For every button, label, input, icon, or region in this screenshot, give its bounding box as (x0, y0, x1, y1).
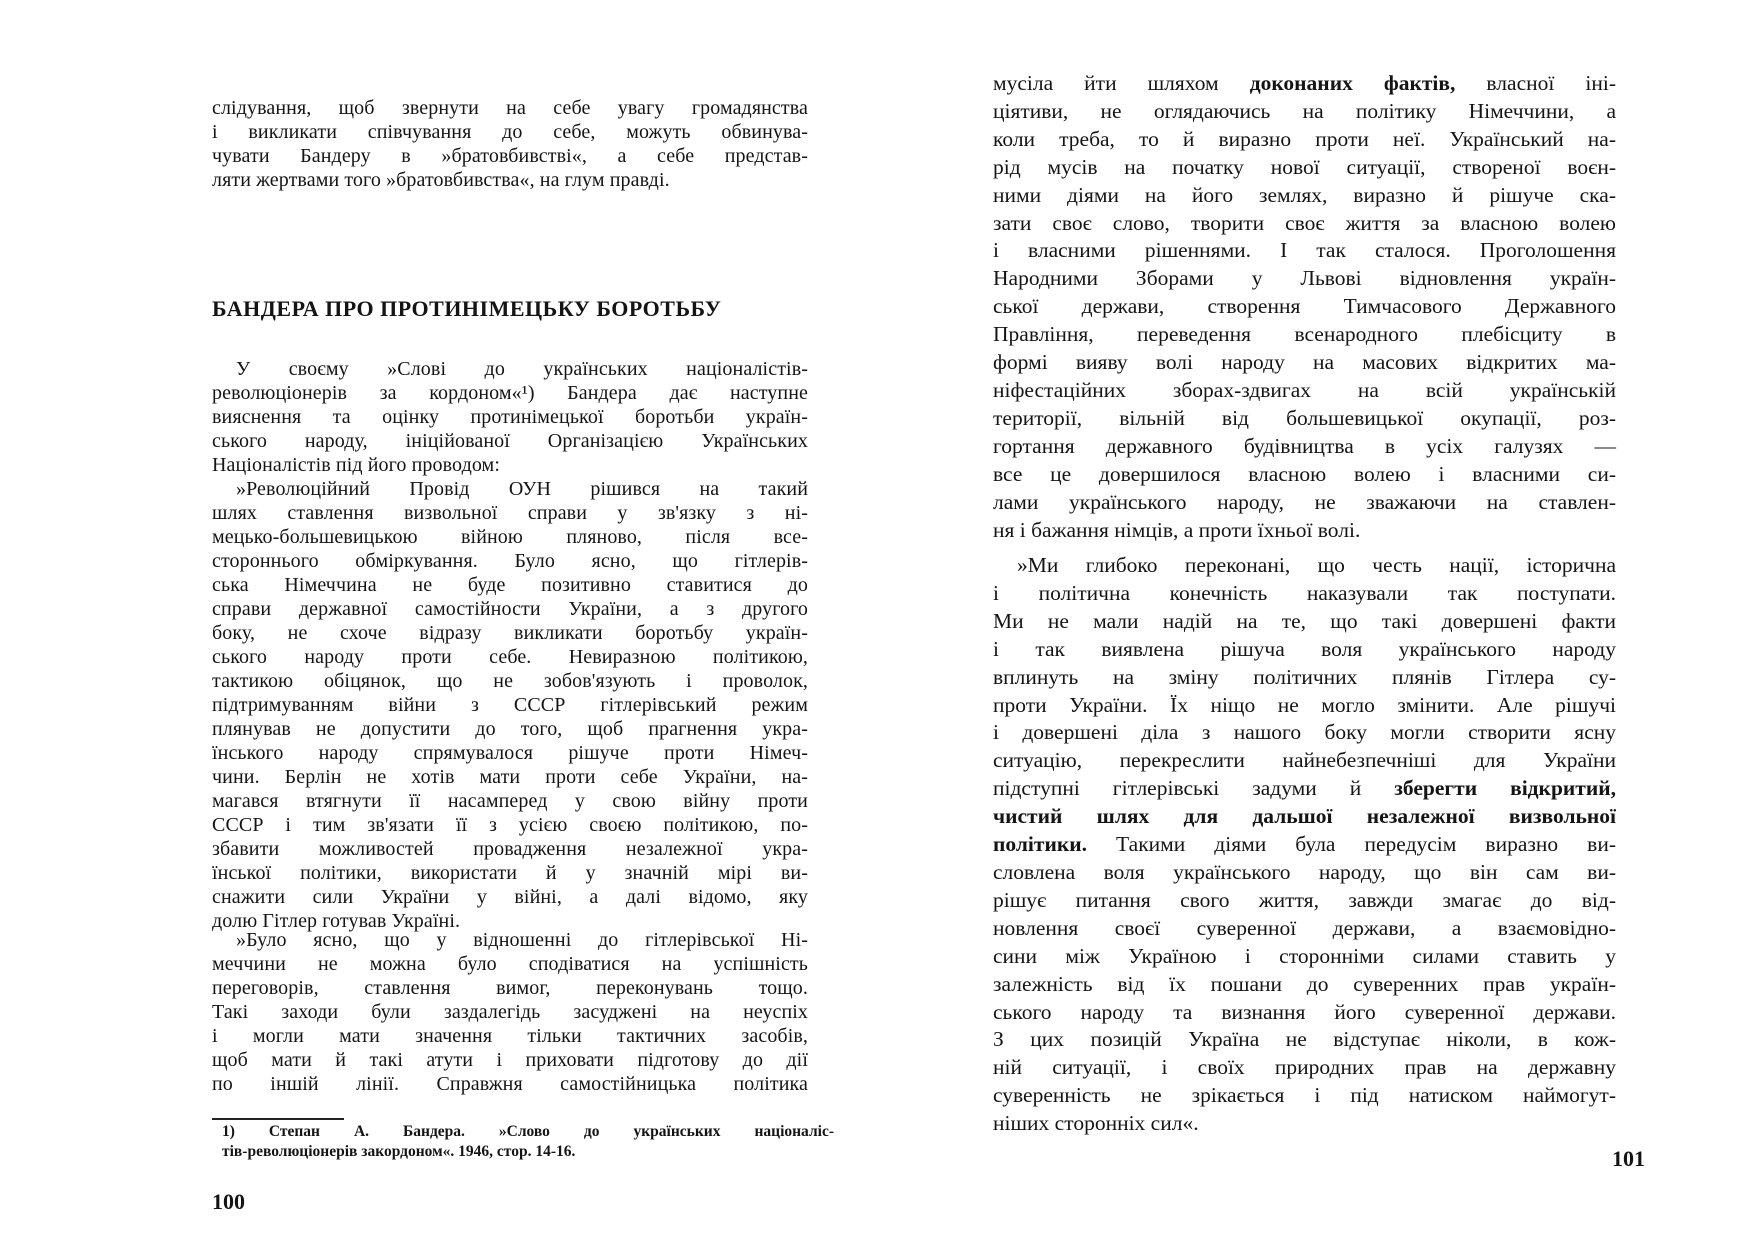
text-segment: ня і бажання німців, а проти їхньої волі. (993, 517, 1361, 542)
text-line (212, 429, 808, 453)
text-line (212, 861, 808, 885)
text-segment: Народними Зборами у Львові відновлення україн- (993, 266, 1616, 291)
paragraph (212, 357, 808, 477)
text-segment: Правління, переведення всенародного плебісциту в (993, 322, 1616, 347)
text-line (222, 1122, 834, 1142)
text-segment: підступні гітлерівські задуми й (993, 776, 1395, 801)
text-segment: формі вияву волі народу на масових відкритих ма- (993, 350, 1616, 375)
text-segment: підтримуванням війни з СССР гітлерівський режим (212, 694, 808, 716)
text-segment: ніших сторонніх сил«. (993, 1111, 1199, 1136)
text-line (993, 126, 1616, 154)
page-number: 101 (1612, 1146, 1645, 1171)
text-segment: коли треба, то й виразно проти неї. Український на- (993, 126, 1616, 151)
text-line (993, 293, 1616, 321)
text-segment: ніфестаційних зборах-здвигах на всій українській (993, 377, 1616, 402)
text-segment: 1) Степан А. Бандера. »Слово до українських націоналіс- (222, 1123, 834, 1140)
text-line (212, 741, 808, 765)
text-segment: власної іні- (1455, 71, 1616, 95)
text-line (993, 1082, 1616, 1110)
paragraph (212, 477, 808, 933)
text-line (212, 501, 808, 525)
text-line (212, 597, 808, 621)
text-segment: »Ми глибоко переконані, що честь нації, історична (1017, 553, 1616, 577)
text-segment: ціятиви, не оглядаючись на політику Німеччини, а (993, 98, 1616, 123)
text-segment: їнської політики, використати й у значній мірі ви- (212, 862, 808, 884)
text-segment: ська Німеччина не буде позитивно ставитися до (212, 574, 808, 596)
text-line (993, 747, 1616, 775)
text-segment: і могли мати значення тільки тактичних засобів, (212, 1025, 808, 1047)
text-segment: шлях ставлення визвольної справи у зв'язку з ні- (212, 502, 808, 524)
text-segment: і викликати співчування до себе, можуть обвинува- (212, 121, 808, 143)
text-line (212, 645, 808, 669)
text-line (212, 693, 808, 717)
text-line (993, 154, 1616, 182)
text-segment: мусіла йти шляхом (993, 71, 1250, 95)
text-segment: чувати Бандеру в »братовбивстві«, а себе представ- (212, 145, 808, 167)
footnote-divider (212, 1118, 344, 1120)
text-segment: території, вільній від большевицької окупації, роз- (993, 405, 1616, 430)
text-line (993, 608, 1616, 636)
text-line (212, 1072, 808, 1096)
text-line (993, 98, 1616, 126)
text-line (993, 580, 1616, 608)
text-segment: рід мусів на початку нової ситуації, створеної воєн- (993, 154, 1616, 179)
text-line (222, 1142, 834, 1162)
text-segment: лами українського народу, не зважаючи на ставлен- (993, 489, 1616, 514)
text-line (993, 775, 1616, 803)
text-line (212, 621, 808, 645)
text-line (993, 999, 1616, 1027)
text-line (212, 669, 808, 693)
text-segment: залежність від їх пошани до суверенних прав україн- (993, 971, 1616, 996)
text-line (212, 717, 808, 741)
text-segment: ними діями на його землях, виразно й рішуче ска- (993, 182, 1616, 207)
text-line (212, 1000, 808, 1024)
text-segment: словлена воля українського народу, що він сам ви- (993, 859, 1616, 884)
text-segment: меччини не можна було сподіватися на успішність (212, 953, 808, 975)
text-segment: новлення своєї суверенної держави, а взаємовідно- (993, 915, 1616, 940)
text-segment: стороннього обміркування. Було ясно, що гітлерів- (212, 550, 808, 572)
text-line (993, 210, 1616, 238)
text-line (993, 489, 1616, 517)
text-line (212, 837, 808, 861)
text-line (212, 144, 808, 168)
right-page (877, 0, 1754, 1240)
text-line (993, 517, 1616, 545)
text-segment: плянував не допустити до того, щоб прагнення укра- (212, 718, 808, 740)
text-segment: суверенність не зрікається і під натиском наймогут- (993, 1083, 1616, 1108)
text-line (212, 952, 808, 976)
text-line (212, 549, 808, 573)
text-line (212, 525, 808, 549)
text-line (993, 552, 1616, 580)
text-segment: З цих позицій Україна не відступає ніколи, в кож- (993, 1027, 1616, 1052)
text-line (993, 803, 1616, 831)
text-segment: долю Гітлер готував Україні. (212, 910, 461, 932)
text-segment: ського народу, ініційованої Організацією Українських (212, 430, 808, 452)
text-segment: і політична конечність наказували так поступати. (993, 580, 1616, 605)
paragraph (993, 70, 1616, 544)
text-segment: »Було ясно, що у відношенні до гітлерівської Ні- (236, 929, 808, 951)
text-segment: магався втягнути її насамперед у свою війну проти (212, 790, 808, 812)
text-segment: тів-революціонерів закордоном«. 1946, стор. 14-16. (222, 1143, 576, 1160)
footnote (222, 1122, 834, 1162)
text-segment: У своєму »Слові до українських націоналістів- (236, 358, 808, 380)
text-line (993, 719, 1616, 747)
text-line (993, 182, 1616, 210)
text-segment: вплинуть на зміну політичних плянів Гітлера су- (993, 664, 1616, 689)
text-line (993, 1026, 1616, 1054)
text-line (993, 692, 1616, 720)
text-line (993, 1054, 1616, 1082)
text-line (993, 461, 1616, 489)
text-segment: слідування, щоб звернути на себе увагу громадянства (212, 97, 808, 119)
text-segment: сини між Україною і сторонніми силами ставить у (993, 943, 1616, 968)
text-segment: рішує питання свого життя, завжди змагає до від- (993, 887, 1616, 912)
text-line (212, 477, 808, 501)
text-segment: і власними рішеннями. І так сталося. Проголошення (993, 238, 1616, 263)
text-segment: переговорів, ставлення вимог, переконувань тощо. (212, 977, 808, 999)
text-segment: вияснення та оцінку протинімецької боротьби україн- (212, 406, 808, 428)
text-line (212, 1024, 808, 1048)
text-segment: боку, не схоче відразу викликати боротьбу україн- (212, 622, 808, 644)
section-heading: БАНДЕРА ПРО ПРОТИНІМЕЦЬКУ БОРОТЬБУ (212, 296, 722, 321)
text-line (212, 405, 808, 429)
page-number: 100 (212, 1189, 245, 1214)
text-line (993, 1110, 1616, 1138)
text-line (993, 971, 1616, 999)
text-segment: тактикою обіцянок, що не зобов'язують і проволок, (212, 670, 808, 692)
paragraph (993, 552, 1616, 1138)
text-segment: ляти жертвами того »братовбивства«, на глум правді. (212, 169, 670, 191)
text-segment: Такими діями була передусім виразно ви- (1087, 832, 1616, 857)
paragraph (212, 928, 808, 1096)
text-segment: все це довершилося власною волею і власними си- (993, 461, 1616, 486)
text-line (993, 237, 1616, 265)
text-line (212, 168, 808, 192)
text-segment: збавити можливостей провадження незалежної укра- (212, 838, 808, 860)
paragraph (212, 96, 808, 192)
text-line (212, 813, 808, 837)
text-line (993, 321, 1616, 349)
text-segment: снажити сили України у війні, а далі відомо, яку (212, 886, 808, 908)
text-segment: гортання державного будівництва в усіх галузях — (993, 433, 1616, 458)
text-line (993, 377, 1616, 405)
text-line (993, 915, 1616, 943)
text-line (993, 70, 1616, 98)
text-line (212, 765, 808, 789)
text-segment: ського народу та визнання його суверенної держави. (993, 999, 1616, 1024)
text-line (993, 831, 1616, 859)
text-segment: Такі заходи були заздалегідь засуджені на неуспіх (212, 1001, 808, 1023)
text-line (212, 96, 808, 120)
text-segment: Націоналістів під його проводом: (212, 454, 500, 476)
text-line (993, 664, 1616, 692)
text-line (993, 349, 1616, 377)
text-segment: проти України. Їх ніщо не могло змінити. Але рішучі (993, 692, 1616, 717)
text-line (212, 1048, 808, 1072)
text-segment: мецько-большевицькою війною пляново, після все- (212, 526, 808, 548)
text-segment: ситуацію, перекреслити найнебезпечніші для України (993, 748, 1616, 773)
text-segment: зати своє слово, творити своє життя за власною волею (993, 210, 1616, 235)
text-segment: чини. Берлін не хотів мати проти себе України, на- (212, 766, 808, 788)
emphasized-text: чистий шлях для дальшої незалежної визвольної (993, 804, 1616, 829)
text-segment: і так виявлена рішуча воля українського народу (993, 636, 1616, 661)
text-line (212, 885, 808, 909)
text-line (212, 928, 808, 952)
text-line (212, 381, 808, 405)
text-segment: ній ситуації, і своїх природних прав на державну (993, 1055, 1616, 1080)
text-segment: СССР і тим зв'язати її з усією своєю політикою, по- (212, 814, 808, 836)
text-line (212, 357, 808, 381)
emphasized-text: доконаних фактів, (1249, 71, 1456, 95)
text-line (993, 433, 1616, 461)
text-segment: революціонерів за кордоном«¹) Бандера дає наступне (212, 382, 808, 404)
text-segment: »Революційний Провід ОУН рішився на такий (236, 478, 808, 500)
text-segment: їнського народу спрямувалося рішуче проти Німеч- (212, 742, 808, 764)
text-segment: ської держави, створення Тимчасового Державного (993, 294, 1616, 319)
text-segment: Ми не мали надій на те, що такі довершені факти (993, 608, 1616, 633)
text-line (993, 405, 1616, 433)
text-segment: щоб мати й такі атути і приховати підготову до дії (212, 1049, 808, 1071)
text-line (212, 789, 808, 813)
text-line (993, 636, 1616, 664)
text-line (993, 265, 1616, 293)
text-line (212, 976, 808, 1000)
text-line (993, 859, 1616, 887)
text-segment: справи державної самостійности України, а з другого (212, 598, 808, 620)
text-line (212, 453, 808, 477)
emphasized-text: зберегти відкритий, (1394, 776, 1616, 801)
text-segment: і довершені діла з нашого боку могли створити ясну (993, 720, 1616, 745)
text-line (993, 887, 1616, 915)
emphasized-text: політики. (993, 832, 1087, 857)
text-line (212, 120, 808, 144)
text-line (993, 943, 1616, 971)
text-segment: по іншій лінії. Справжня самостійницька політика (212, 1073, 808, 1095)
text-segment: ського народу проти себе. Невиразною політикою, (212, 646, 808, 668)
text-line (212, 573, 808, 597)
